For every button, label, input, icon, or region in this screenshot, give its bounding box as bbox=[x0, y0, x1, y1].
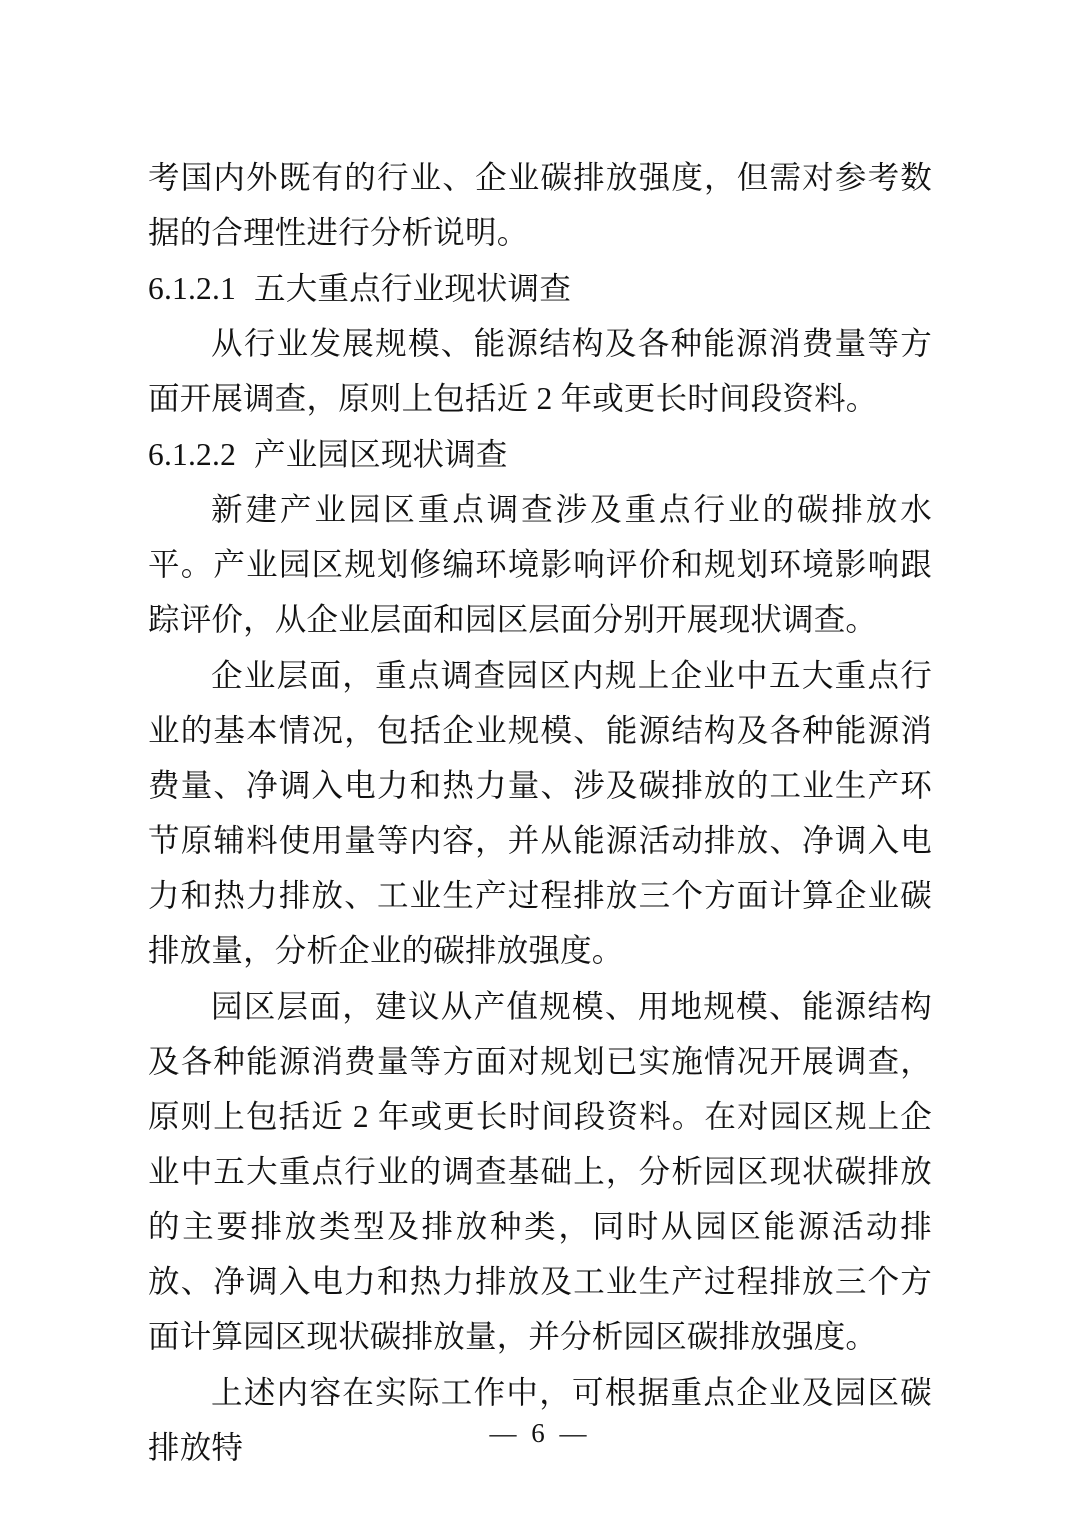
section-number: 6.1.2.1 bbox=[148, 271, 237, 306]
section-number: 6.1.2.2 bbox=[148, 437, 237, 472]
section-title: 产业园区现状调查 bbox=[254, 437, 508, 472]
paragraph-park-survey: 新建产业园区重点调查涉及重点行业的碳排放水平。产业园区规划修编环境影响评价和规划环境影响跟踪评价，从企业层面和园区层面分别开展现状调查。 bbox=[148, 492, 932, 637]
paragraph-continuation: 考国内外既有的行业、企业碳排放强度，但需对参考数据的合理性进行分析说明。 bbox=[148, 160, 932, 250]
paragraph-park-level: 园区层面，建议从产值规模、用地规模、能源结构及各种能源消费量等方面对规划已实施情况开展调查，原则上包括近 2 年或更长时间段资料。在对园区规上企业中五大重点行业的调查基础上，分析园区现状碳排放的主要排放类型及排放种类，同时从园区能源活动排放、净调入电力和热力排放及工业生产过程排放三个方面计算园区现状碳排放量，并分析园区碳排放强度。 bbox=[148, 989, 932, 1354]
section-heading-6-1-2-2 bbox=[148, 427, 932, 482]
paragraph-closing: 上述内容在实际工作中，可根据重点企业及园区碳排放特 bbox=[148, 1375, 932, 1465]
paragraph-industry-survey: 从行业发展规模、能源结构及各种能源消费量等方面开展调查，原则上包括近 2 年或更长时间段资料。 bbox=[148, 326, 932, 416]
page-number: — 6 — bbox=[489, 1418, 591, 1448]
paragraph-enterprise-level: 企业层面，重点调查园区内规上企业中五大重点行业的基本情况，包括企业规模、能源结构及各种能源消费量、净调入电力和热力量、涉及碳排放的工业生产环节原辅料使用量等内容，并从能源活动排放、净调入电力和热力排放、工业生产过程排放三个方面计算企业碳排放量，分析企业的碳排放强度。 bbox=[148, 658, 932, 968]
section-heading-6-1-2-1 bbox=[148, 261, 932, 316]
section-title: 五大重点行业现状调查 bbox=[254, 271, 572, 306]
